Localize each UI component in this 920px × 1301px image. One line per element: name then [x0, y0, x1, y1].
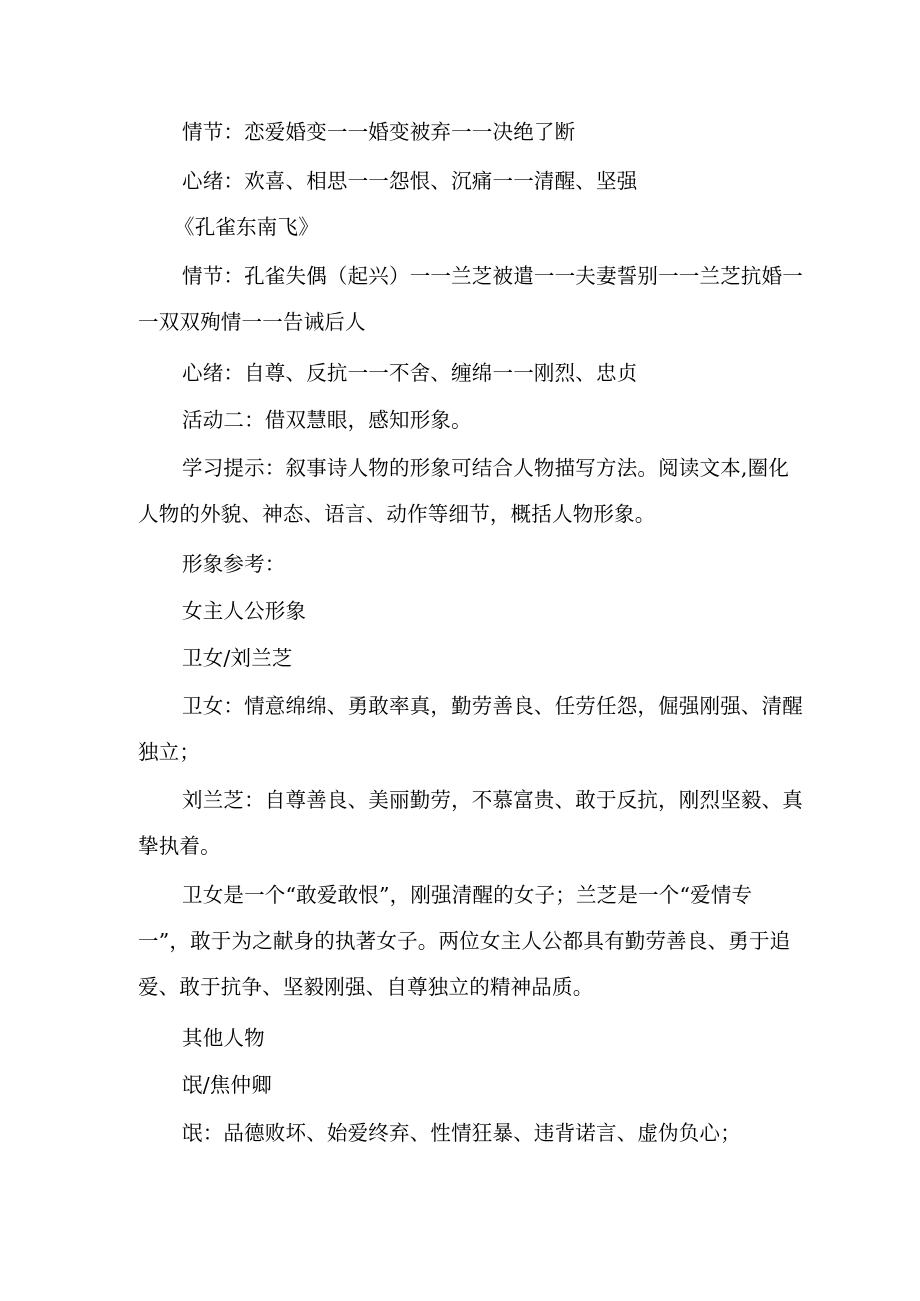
text-line: 其他人物	[182, 1026, 265, 1050]
paragraph-activity-two	[138, 397, 790, 443]
text-line: 心绪：欢喜、相思一一怨恨、沉痛一一清醒、坚强	[182, 169, 638, 193]
text-line: 一”，敢于为之献身的执著女子。两位女主人公都具有勤劳善良、勇于追	[138, 929, 791, 953]
paragraph-emotion-peacock	[138, 350, 790, 396]
text-line: 心绪：自尊、反抗一一不舍、缠绵一一刚烈、忠贞	[182, 361, 638, 385]
text-line: 情节：孔雀失偶（起兴）一一兰芝被遣一一夫妻誓别一一兰芝抗婚一	[182, 264, 803, 288]
text-line: 人物的外貌、神态、语言、动作等细节，概括人物形象。	[138, 502, 656, 526]
text-line: 独立；	[138, 740, 201, 764]
text-line: 氓：品德败坏、始爱终弃、性情狂暴、违背诺言、虚伪负心；	[182, 1121, 741, 1145]
paragraph-plot-peacock	[138, 253, 803, 345]
paragraph-meng	[138, 1110, 790, 1156]
text-line: 卫女：情意绵绵、勇敢率真，勤劳善良、任劳任怨，倔强刚强、清醒	[182, 694, 803, 718]
paragraph-study-tip	[138, 445, 790, 537]
paragraph-liu-lanzhi	[138, 777, 803, 869]
paragraph-heroine-summary	[138, 872, 790, 1010]
paragraph-title-peacock	[138, 204, 790, 250]
paragraph-image-reference	[138, 541, 790, 587]
text-line: 形象参考：	[182, 552, 286, 576]
paragraph-male-names	[138, 1062, 790, 1108]
paragraph-emotion-wei	[138, 158, 790, 204]
paragraph-heroine-names	[138, 635, 790, 681]
text-line: 刘兰芝：自尊善良、美丽勤劳，不慕富贵、敢于反抗，刚烈坚毅、真	[182, 788, 803, 812]
paragraph-heroine-heading	[138, 588, 790, 634]
paragraph-wei-nv	[138, 683, 803, 775]
text-line: 学习提示：叙事诗人物的形象可结合人物描写方法。阅读文本,圈化	[182, 456, 790, 480]
text-line: 活动二：借双慧眼，感知形象。	[182, 408, 472, 432]
text-line: 挚执着。	[138, 834, 221, 858]
text-line: 卫女/刘兰芝	[182, 646, 293, 670]
paragraph-plot-wei	[138, 109, 790, 155]
text-line: 女主人公形象	[182, 599, 307, 623]
text-line: 卫女是一个“敢爱敢恨”，刚强清醒的女子；兰芝是一个“爱情专	[182, 883, 753, 907]
paragraph-other-characters	[138, 1015, 790, 1061]
text-line: 《孔雀东南飞》	[174, 215, 319, 239]
text-line: 情节：恋爱婚变一一婚变被弃一一决绝了断	[182, 120, 576, 144]
text-line: 氓/焦仲卿	[182, 1073, 272, 1097]
text-line: 爱、敢于抗争、坚毅刚强、自尊独立的精神品质。	[138, 975, 594, 999]
text-line: 一双双殉情一一告诫后人	[138, 310, 366, 334]
